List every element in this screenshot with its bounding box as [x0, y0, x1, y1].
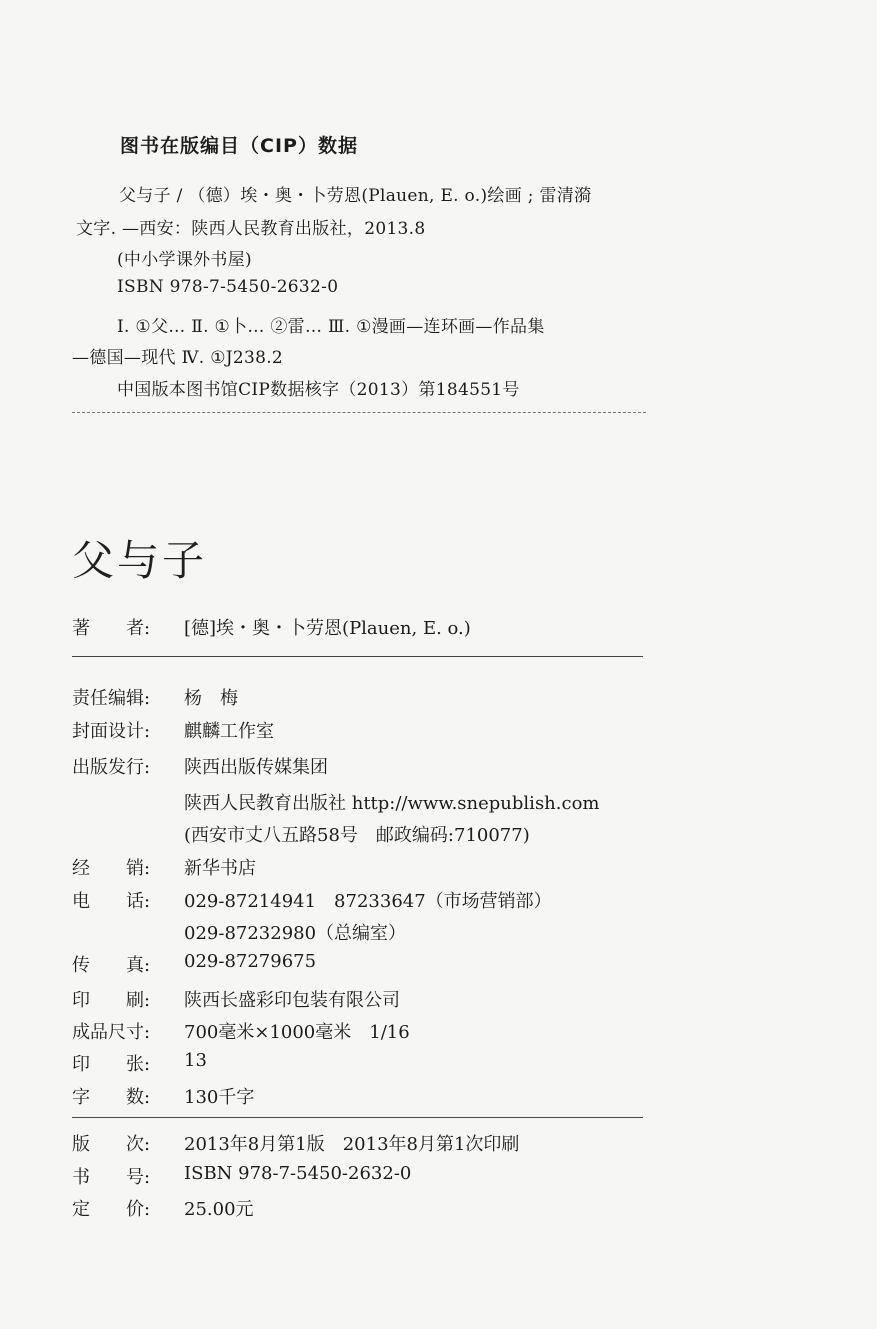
cip-heading: 图书在版编目（CIP）数据 — [120, 135, 358, 157]
edition-value: ISBN 978-7-5450-2632-0 — [184, 1163, 412, 1184]
detail-value: 029-87232980（总编室） — [184, 923, 407, 944]
detail-value: 029-87214941 87233647（市场营销部） — [184, 891, 552, 912]
detail-label: 电 话: — [72, 891, 151, 912]
book-title: 父与子 — [72, 536, 208, 585]
cip-line: 中国版本图书馆CIP数据核字（2013）第184551号 — [117, 380, 520, 400]
edition-label: 书 号: — [72, 1167, 151, 1188]
detail-value: 130千字 — [184, 1087, 255, 1108]
detail-value: 13 — [184, 1050, 207, 1071]
divider — [72, 1117, 643, 1118]
detail-value: 陕西出版传媒集团 — [184, 757, 328, 778]
cip-line: —德国—现代 Ⅳ. ①J238.2 — [72, 348, 284, 368]
divider — [72, 656, 643, 657]
edition-label: 定 价: — [72, 1199, 151, 1220]
cip-line: (中小学课外书屋) — [117, 250, 252, 270]
detail-value: 新华书店 — [184, 858, 256, 879]
detail-label: 印 刷: — [72, 990, 151, 1011]
detail-value: 杨 梅 — [184, 688, 238, 709]
edition-value: 2013年8月第1版 2013年8月第1次印刷 — [184, 1134, 520, 1155]
detail-label: 经 销: — [72, 858, 151, 879]
detail-label: 字 数: — [72, 1087, 151, 1108]
author-label: 著 者: — [72, 618, 151, 639]
detail-value: 700毫米×1000毫米 1/16 — [184, 1022, 410, 1043]
cip-line: 文字. —西安：陕西人民教育出版社，2013.8 — [76, 219, 426, 239]
detail-label: 传 真: — [72, 955, 151, 976]
detail-label: 责任编辑: — [72, 688, 151, 709]
cip-line: Ⅰ. ①父… Ⅱ. ①卜… ②雷… Ⅲ. ①漫画—连环画—作品集 — [117, 317, 545, 337]
detail-value: 陕西人民教育出版社 http://www.snepublish.com — [184, 793, 600, 814]
detail-value: (西安市丈八五路58号 邮政编码:710077) — [184, 825, 530, 846]
detail-value: 麒麟工作室 — [184, 721, 274, 742]
detail-value: 029-87279675 — [184, 951, 317, 972]
detail-label: 成品尺寸: — [72, 1022, 151, 1043]
detail-label: 印 张: — [72, 1054, 151, 1075]
cip-line: 父与子 / （德）埃・奥・卜劳恩(Plauen, E. o.)绘画 ; 雷清漪 — [119, 186, 592, 206]
cip-line: ISBN 978-7-5450-2632-0 — [117, 277, 339, 297]
detail-label: 封面设计: — [72, 721, 151, 742]
author-value: [德]埃・奥・卜劳恩(Plauen, E. o.) — [184, 618, 471, 639]
edition-label: 版 次: — [72, 1134, 151, 1155]
detail-value: 陕西长盛彩印包装有限公司 — [184, 990, 400, 1011]
edition-value: 25.00元 — [184, 1199, 254, 1220]
detail-label: 出版发行: — [72, 757, 151, 778]
dashed-divider — [72, 412, 646, 413]
